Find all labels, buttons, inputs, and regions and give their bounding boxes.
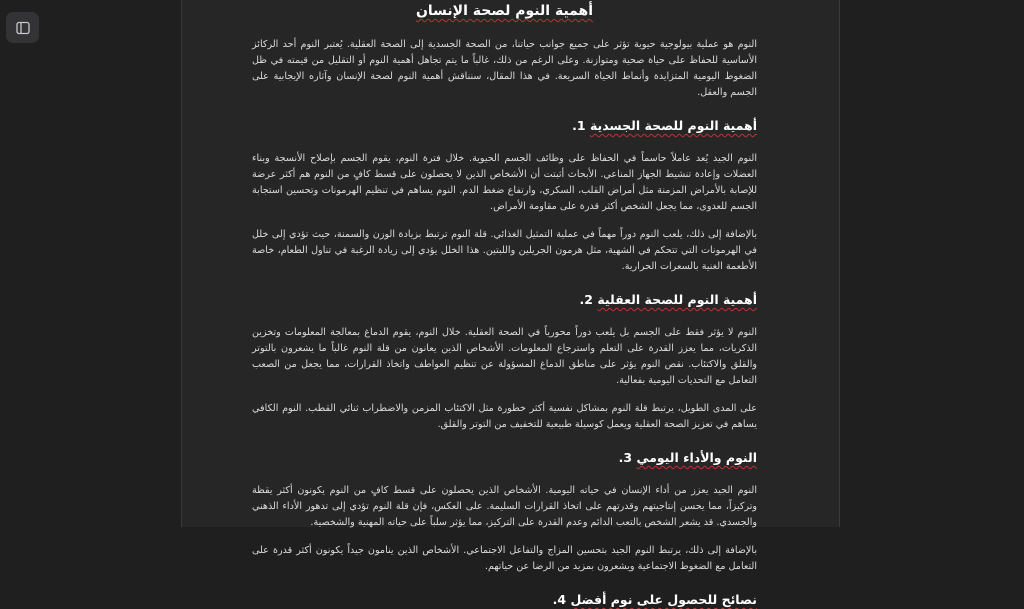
document-page[interactable]	[181, 0, 840, 607]
section-2-heading: أهمية النوم للصحة العقلية 2.	[579, 292, 757, 307]
intro-paragraph: النوم هو عملية بيولوجية حيوية تؤثر على جميع جوانب حياتنا، من الصحة الجسدية إلى الصحة العقلية. يُعتبر النوم أحد الركائز الأساسية للحفاظ على حياة صحية ومتوازنة. وعلى الرغم من ذلك، غالباً ما يتم تجاهل أهمية النوم أو التقليل من قيمته في ظل الضغوط اليومية المتزايدة وأنماط الحياة السريعة. في هذا المقال، سنناقش أهمية النوم لصحة الإنسان وآثاره الإيجابية على الجسم والعقل.	[252, 39, 757, 98]
section-2-paragraph-1: النوم لا يؤثر فقط على الجسم بل يلعب دوراً محورياً في الصحة العقلية. خلال النوم، يقوم الدماغ بمعالجة المعلومات وتخزين الذكريات، مما يعزز القدرة على التعلم واسترجاع المعلومات. الأشخاص الذين يعانون من قلة النوم غالباً ما يشعرون بالتوتر والقلق والاكتئاب. نقص النوم يؤثر على مناطق الدماغ المسؤولة عن تنظيم العواطف واتخاذ القرارات، مما يجعل من الصعب التعامل مع التحديات اليومية بفعالية.	[252, 327, 757, 386]
section-3-paragraph-1: النوم الجيد يعزز من أداء الإنسان في حياته اليومية. الأشخاص الذين يحصلون على قسط كافٍ من النوم يكونون أكثر يقظة وتركيزاً، مما يحسن إنتاجيتهم وقدرتهم على اتخاذ القرارات السليمة. على العكس، فإن قلة النوم تؤدي إلى تدهور الأداء الذهني والجسدي. قد يشعر الشخص بالتعب الدائم وعدم القدرة على التركيز، مما يؤثر سلباً على حياته المهنية والشخصية.	[252, 485, 757, 528]
sidebar-toggle-button[interactable]	[6, 12, 39, 43]
section-1-paragraph-1: النوم الجيد يُعد عاملاً حاسماً في الحفاظ على وظائف الجسم الحيوية. خلال فترة النوم، يقوم الجسم بإصلاح الأنسجة وبناء العضلات وإعادة تنشيط الجهاز المناعي. الأبحاث أثبتت أن الأشخاص الذين لا يحصلون على قسط كافٍ من النوم هم أكثر عرضة للإصابة بالأمراض المزمنة مثل أمراض القلب، السكري، وارتفاع ضغط الدم. النوم يساهم في تنظيم الهرمونات وتحسين استجابة الجسم للعدوى، مما يجعل الشخص أكثر قدرة على مقاومة الأمراض.	[252, 153, 757, 212]
section-1-paragraph-2: بالإضافة إلى ذلك، يلعب النوم دوراً مهماً في عملية التمثيل الغذائي. قلة النوم ترتبط بزيادة الوزن والسمنة، حيث تؤدي إلى خلل في الهرمونات التي تتحكم في الشهية، مثل هرمون الجريلين واللبتين. هذا الخلل يؤدي إلى زيادة الرغبة في تناول الطعام، خاصة الأطعمة الغنية بالسعرات الحرارية.	[252, 229, 757, 272]
document-title: أهمية النوم لصحة الإنسان	[415, 3, 594, 19]
sidebar-panel-icon	[16, 21, 30, 35]
section-3-heading: النوم والأداء اليومي 3.	[618, 450, 757, 465]
document-content	[252, 0, 757, 609]
section-4-heading: نصائح للحصول على نوم أفضل 4.	[552, 592, 757, 607]
section-1-heading: أهمية النوم للصحة الجسدية 1.	[572, 118, 757, 133]
section-2-paragraph-2: على المدى الطويل، يرتبط قلة النوم بمشاكل نفسية أكثر خطورة مثل الاكتئاب المزمن والاضطراب ثنائي القطب. النوم الكافي يساهم في تعزيز الصحة العقلية ويعمل كوسيلة طبيعية للتخفيف من التوتر والقلق.	[252, 403, 757, 430]
section-3-paragraph-2: بالإضافة إلى ذلك، يرتبط النوم الجيد بتحسين المزاج والتفاعل الاجتماعي. الأشخاص الذين ينامون جيداً يكونون أكثر قدرة على التعامل مع الضغوط الاجتماعية ويشعرون بمزيد من الرضا عن حياتهم.	[252, 545, 757, 572]
